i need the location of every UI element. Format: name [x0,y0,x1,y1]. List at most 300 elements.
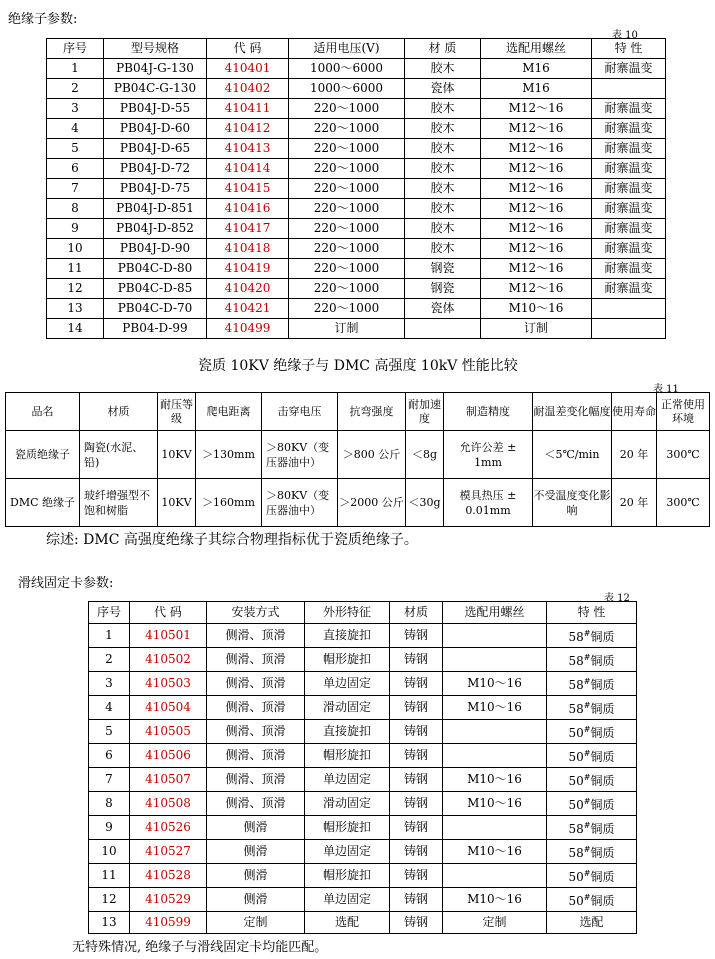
feature-cell: 耐寨温变 [592,279,666,299]
breakdown-cell: ＞80KV（变压器油中） [262,431,338,479]
feature-cell [547,816,637,840]
model-cell: PB04-D-99 [104,319,207,339]
feature-material: 铜质 [590,726,615,740]
code-cell: 410419 [207,259,289,279]
material-cell: 胶木 [405,219,481,239]
screw-cell: M12～16 [481,159,592,179]
feature-cell [547,744,637,768]
bending-cell: ＞800 公斤 [338,431,406,479]
code-cell: 410401 [207,59,289,79]
feature-material: 铜质 [590,870,615,884]
index-cell: 11 [89,864,130,888]
feature-number: 50 [568,894,584,908]
footer-note: 无特殊情况, 绝缘子与滑线固定卡均能匹配。 [72,940,328,955]
table-row [47,259,666,279]
index-cell: 4 [47,119,104,139]
shape-cell: 单边固定 [305,672,390,696]
screw-header: 选配用螺丝 [481,39,592,59]
voltage-cell: 订制 [289,319,405,339]
feature-mark: # [583,701,591,710]
environment-cell: 300℃ [657,431,710,479]
table-row [89,816,637,840]
material-cell: 铸钢 [390,720,443,744]
insulator-param-table [46,38,666,339]
table-row [47,119,666,139]
environment-cell: 300℃ [657,479,710,527]
material-cell: 铸钢 [390,840,443,864]
model-cell: PB04C-D-70 [104,299,207,319]
screw-cell: M12～16 [481,199,592,219]
feature-cell: 耐寨温变 [592,199,666,219]
feature-mark: # [583,677,591,686]
material-cell: 胶木 [405,159,481,179]
index-cell: 2 [89,648,130,672]
feature-cell [547,648,637,672]
material-cell: 铸钢 [390,624,443,648]
screw-cell: M10～16 [443,672,547,696]
code-cell: 410402 [207,79,289,99]
feature-cell: 耐寨温变 [592,219,666,239]
feature-cell: 耐寨温变 [592,239,666,259]
code-cell: 410526 [130,816,207,840]
voltage-grade-header: 耐压等级 [158,393,196,431]
table-row [89,648,637,672]
material-cell: 胶木 [405,99,481,119]
voltage-cell: 220～1000 [289,279,405,299]
shape-cell: 滑动固定 [305,696,390,720]
index-header: 序号 [47,39,104,59]
material-cell: 铸钢 [390,768,443,792]
table-row [89,912,637,934]
code-cell: 410505 [130,720,207,744]
feature-cell: 耐寨温变 [592,159,666,179]
shape-cell: 单边固定 [305,768,390,792]
table10-caption: 表 10 [612,30,638,41]
table-row [89,768,637,792]
material-cell: 胶木 [405,199,481,219]
material-cell: 铸钢 [390,696,443,720]
screw-cell: M10～16 [443,840,547,864]
shape-header: 外形特征 [305,602,390,624]
index-cell: 1 [47,59,104,79]
voltage-cell: 220～1000 [289,259,405,279]
table-row [89,720,637,744]
section-title-clamps: 滑线固定卡参数: [18,576,114,591]
feature-cell: 耐寨温变 [592,179,666,199]
code-cell: 410507 [130,768,207,792]
index-cell: 3 [89,672,130,696]
screw-cell: M16 [481,79,592,99]
material-cell: 铸钢 [390,792,443,816]
feature-mark: # [583,869,591,878]
table-row [47,79,666,99]
index-cell: 3 [47,99,104,119]
temp-change-header: 耐温差变化幅度 [533,393,612,431]
material-cell: 铸钢 [390,672,443,696]
shape-cell: 单边固定 [305,888,390,912]
screw-cell: M10～16 [443,696,547,720]
code-header: 代 码 [130,602,207,624]
code-cell: 410420 [207,279,289,299]
feature-cell [547,864,637,888]
feature-cell [547,912,637,934]
code-cell: 410411 [207,99,289,119]
table12-caption: 表 12 [604,593,630,604]
feature-header: 特 性 [547,602,637,624]
breakdown-header: 击穿电压 [262,393,338,431]
feature-cell [547,792,637,816]
table12-header-row [89,602,637,624]
material-cell: 铸钢 [390,648,443,672]
mount-cell: 定制 [207,912,305,934]
shape-cell: 帽形旋扣 [305,864,390,888]
mount-header: 安装方式 [207,602,305,624]
feature-number: 58 [568,630,584,644]
feature-number: 50 [568,774,584,788]
feature-cell [547,768,637,792]
index-cell: 5 [89,720,130,744]
voltage-header: 适用电压(V) [289,39,405,59]
table11-header-row [6,393,710,431]
table-row [89,744,637,768]
feature-mark: # [583,821,591,830]
code-cell: 410508 [130,792,207,816]
screw-cell [443,720,547,744]
feature-material: 铜质 [590,894,615,908]
mount-cell: 侧滑、顶滑 [207,768,305,792]
model-cell: PB04C-G-130 [104,79,207,99]
feature-cell [547,840,637,864]
code-header: 代 码 [207,39,289,59]
model-cell: PB04C-D-80 [104,259,207,279]
code-cell: 410504 [130,696,207,720]
table-row [89,792,637,816]
temp-change-cell: 不受温度变化影响 [533,479,612,527]
product-cell: DMC 绝缘子 [6,479,80,527]
screw-cell [443,864,547,888]
shape-cell: 直接旋扣 [305,720,390,744]
material-cell: 铸钢 [390,888,443,912]
code-cell: 410421 [207,299,289,319]
screw-cell: M10～16 [443,792,547,816]
feature-cell [547,624,637,648]
shape-cell: 帽形旋扣 [305,744,390,768]
screw-header: 选配用螺丝 [443,602,547,624]
screw-cell: M16 [481,59,592,79]
feature-mark: # [583,749,591,758]
feature-cell [547,720,637,744]
table-row [89,840,637,864]
screw-cell: M10～16 [443,888,547,912]
product-header: 品名 [6,393,80,431]
acceleration-cell: ＜8g [406,431,444,479]
screw-cell: M12～16 [481,139,592,159]
model-cell: PB04J-D-851 [104,199,207,219]
clamp-param-table [88,601,637,934]
code-cell: 410503 [130,672,207,696]
code-cell: 410529 [130,888,207,912]
screw-cell: M10～16 [481,299,592,319]
table-row [89,624,637,648]
table-row [6,431,710,479]
breakdown-cell: ＞80KV（变压器油中） [262,479,338,527]
screw-cell: M12～16 [481,259,592,279]
material-cell: 铸钢 [390,912,443,934]
shape-cell: 滑动固定 [305,792,390,816]
feature-mark: # [583,629,591,638]
table-row [89,864,637,888]
mount-cell: 侧滑、顶滑 [207,648,305,672]
model-cell: PB04J-D-65 [104,139,207,159]
code-cell: 410413 [207,139,289,159]
screw-cell [443,624,547,648]
feature-mark: # [583,773,591,782]
creepage-header: 爬电距离 [196,393,262,431]
table-row [47,139,666,159]
shape-cell: 单边固定 [305,840,390,864]
feature-mark: # [583,725,591,734]
screw-cell: M12～16 [481,99,592,119]
feature-cell [592,299,666,319]
table11-caption: 表 11 [653,384,679,395]
index-cell: 9 [89,816,130,840]
table-row [47,239,666,259]
table-row [89,672,637,696]
material-cell [405,319,481,339]
material-header: 材 质 [405,39,481,59]
acceleration-header: 耐加速度 [406,393,444,431]
index-cell: 10 [47,239,104,259]
table-row [47,199,666,219]
index-header: 序号 [89,602,130,624]
feature-material: 铜质 [590,822,615,836]
table10-header-row [47,39,666,59]
creepage-cell: ＞130mm [196,431,262,479]
material-cell: 铸钢 [390,816,443,840]
index-cell: 8 [47,199,104,219]
feature-material: 铜质 [590,630,615,644]
feature-mark: # [583,797,591,806]
feature-number: 58 [568,654,584,668]
voltage-cell: 220～1000 [289,119,405,139]
voltage-grade-cell: 10KV [158,479,196,527]
mount-cell: 侧滑、顶滑 [207,792,305,816]
shape-cell: 帽形旋扣 [305,648,390,672]
feature-material: 铜质 [590,678,615,692]
acceleration-cell: ＜30g [406,479,444,527]
code-cell: 410599 [130,912,207,934]
index-cell: 1 [89,624,130,648]
voltage-cell: 220～1000 [289,199,405,219]
table-row [47,319,666,339]
material-cell: 胶木 [405,239,481,259]
voltage-cell: 220～1000 [289,99,405,119]
feature-number: 选配 [579,915,604,929]
feature-number: 58 [568,846,584,860]
material-cell: 瓷体 [405,299,481,319]
mount-cell: 侧滑、顶滑 [207,744,305,768]
screw-cell [443,648,547,672]
feature-cell [547,672,637,696]
material-cell: 胶木 [405,59,481,79]
bending-header: 抗弯强度 [338,393,406,431]
screw-cell [443,816,547,840]
material-cell: 钢瓷 [405,279,481,299]
feature-number: 50 [568,798,584,812]
model-cell: PB04J-D-60 [104,119,207,139]
index-cell: 8 [89,792,130,816]
index-cell: 7 [89,768,130,792]
feature-number: 58 [568,678,584,692]
lifespan-cell: 20 年 [612,431,657,479]
shape-cell: 选配 [305,912,390,934]
voltage-grade-cell: 10KV [158,431,196,479]
index-cell: 6 [47,159,104,179]
model-cell: PB04J-D-852 [104,219,207,239]
index-cell: 2 [47,79,104,99]
voltage-cell: 220～1000 [289,239,405,259]
material-cell: 胶木 [405,179,481,199]
table-row [47,99,666,119]
table-row [47,179,666,199]
feature-header: 特 性 [592,39,666,59]
code-cell: 410506 [130,744,207,768]
table-row [47,59,666,79]
creepage-cell: ＞160mm [196,479,262,527]
index-cell: 12 [89,888,130,912]
feature-material: 铜质 [590,798,615,812]
screw-cell: M12～16 [481,279,592,299]
code-cell: 410412 [207,119,289,139]
index-cell: 5 [47,139,104,159]
section-title-insulators: 绝缘子参数: [8,12,78,27]
material-cell: 胶木 [405,119,481,139]
material-cell: 钢瓷 [405,259,481,279]
feature-cell: 耐寨温变 [592,59,666,79]
feature-cell: 耐寨温变 [592,119,666,139]
index-cell: 10 [89,840,130,864]
feature-material: 铜质 [590,702,615,716]
feature-material: 铜质 [590,846,615,860]
feature-mark: # [583,893,591,902]
model-cell: PB04J-D-90 [104,239,207,259]
code-cell: 410415 [207,179,289,199]
model-cell: PB04J-D-72 [104,159,207,179]
table-row [89,696,637,720]
feature-cell: 耐寨温变 [592,139,666,159]
mount-cell: 侧滑 [207,888,305,912]
feature-number: 58 [568,702,584,716]
code-cell: 410501 [130,624,207,648]
feature-material: 铜质 [590,750,615,764]
code-cell: 410417 [207,219,289,239]
precision-header: 制造精度 [444,393,533,431]
comparison-title: 瓷质 10KV 绝缘子与 DMC 高强度 10kV 性能比较 [198,358,518,374]
table-row [47,279,666,299]
mount-cell: 侧滑 [207,816,305,840]
environment-header: 正常使用环境 [657,393,710,431]
model-header: 型号规格 [104,39,207,59]
screw-cell: M12～16 [481,219,592,239]
screw-cell: M12～16 [481,239,592,259]
voltage-cell: 1000～6000 [289,59,405,79]
model-cell: PB04J-D-55 [104,99,207,119]
code-cell: 410502 [130,648,207,672]
mount-cell: 侧滑、顶滑 [207,624,305,648]
mount-cell: 侧滑、顶滑 [207,720,305,744]
precision-cell: 模具热压 ± 0.01mm [444,479,533,527]
screw-cell: M12～16 [481,179,592,199]
mount-cell: 侧滑 [207,864,305,888]
feature-cell: 耐寨温变 [592,99,666,119]
lifespan-header: 使用寿命 [612,393,657,431]
voltage-cell: 220～1000 [289,159,405,179]
mount-cell: 侧滑、顶滑 [207,696,305,720]
table-row [6,479,710,527]
model-cell: PB04C-D-85 [104,279,207,299]
mount-cell: 侧滑 [207,840,305,864]
index-cell: 12 [47,279,104,299]
model-cell: PB04J-G-130 [104,59,207,79]
material-cell: 陶瓷(水泥、铅) [80,431,158,479]
table-row [47,299,666,319]
screw-cell: 订制 [481,319,592,339]
index-cell: 6 [89,744,130,768]
summary-text: 综述: DMC 高强度绝缘子其综合物理指标优于瓷质绝缘子。 [46,532,418,548]
index-cell: 13 [47,299,104,319]
material-cell: 玻纤增强型不饱和树脂 [80,479,158,527]
material-cell: 胶木 [405,139,481,159]
model-cell: PB04J-D-75 [104,179,207,199]
code-cell: 410528 [130,864,207,888]
screw-cell [443,744,547,768]
lifespan-cell: 20 年 [612,479,657,527]
table-row [89,888,637,912]
voltage-cell: 1000～6000 [289,79,405,99]
feature-cell: 耐寨温变 [592,259,666,279]
voltage-cell: 220～1000 [289,219,405,239]
feature-material: 铜质 [590,654,615,668]
table-row [47,219,666,239]
precision-cell: 允许公差 ± 1mm [444,431,533,479]
material-cell: 铸钢 [390,744,443,768]
feature-material: 铜质 [590,774,615,788]
voltage-cell: 220～1000 [289,139,405,159]
code-cell: 410416 [207,199,289,219]
code-cell: 410414 [207,159,289,179]
code-cell: 410499 [207,319,289,339]
code-cell: 410418 [207,239,289,259]
code-cell: 410527 [130,840,207,864]
temp-change-cell: ＜5℃/min [533,431,612,479]
comparison-table [5,392,710,527]
material-cell: 瓷体 [405,79,481,99]
feature-cell [592,319,666,339]
index-cell: 9 [47,219,104,239]
feature-cell [592,79,666,99]
feature-cell [547,696,637,720]
material-cell: 铸钢 [390,864,443,888]
index-cell: 13 [89,912,130,934]
index-cell: 11 [47,259,104,279]
index-cell: 14 [47,319,104,339]
feature-number: 58 [568,822,584,836]
feature-number: 50 [568,750,584,764]
shape-cell: 直接旋扣 [305,624,390,648]
index-cell: 4 [89,696,130,720]
bending-cell: ＞2000 公斤 [338,479,406,527]
voltage-cell: 220～1000 [289,179,405,199]
